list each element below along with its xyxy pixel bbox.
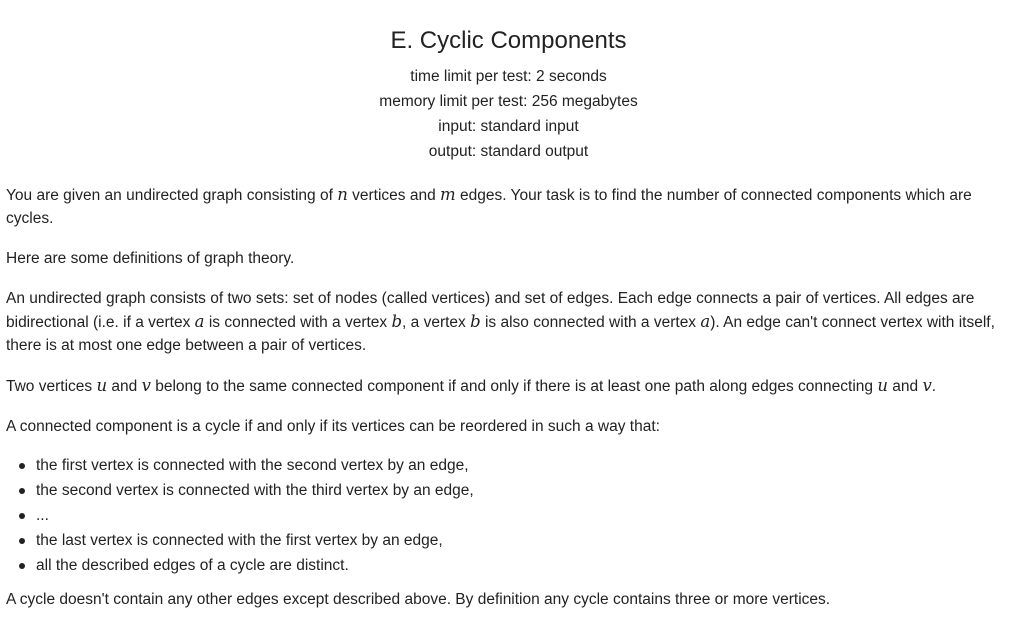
list-item: the first vertex is connected with the second vertex by an edge,: [36, 453, 1013, 478]
math-var: b: [470, 312, 481, 331]
text-run: An undirected graph consists of two sets: set of nodes (called vertices) and set of edges. Each edge connects a pair of vertices. All edges are bidirectional (i.e. if a vertex: [6, 290, 975, 331]
text-run: .: [931, 378, 937, 395]
text-run: Two vertices: [6, 378, 97, 395]
problem-header: [0, 26, 1017, 164]
time-limit: time limit per test: 2 seconds: [410, 68, 607, 85]
list-item: the last vertex is connected with the first vertex by an edge,: [36, 528, 1013, 553]
problem-statement: [6, 183, 1013, 627]
problem-title: E. Cyclic Components: [390, 27, 627, 54]
cycle-conditions-list: [6, 453, 1013, 578]
statement-paragraph-2: Here are some definitions of graph theory.: [6, 250, 295, 267]
math-var: u: [877, 376, 888, 395]
math-var: a: [194, 312, 205, 331]
statement-paragraph-6: A cycle doesn't contain any other edges except described above. By definition any cycle contains three or more vertices.: [6, 591, 831, 608]
text-run: , a vertex: [402, 314, 471, 331]
math-var: n: [337, 185, 348, 204]
text-run: You are given an undirected graph consisting of: [6, 187, 338, 204]
text-run: vertices and: [347, 187, 441, 204]
math-var: v: [922, 376, 932, 395]
text-run: and: [107, 378, 142, 395]
memory-limit: memory limit per test: 256 megabytes: [379, 93, 638, 110]
statement-paragraph-4: [6, 374, 1013, 398]
text-run: and: [887, 378, 923, 395]
statement-paragraph-1: [6, 183, 1013, 230]
math-var: u: [96, 376, 108, 395]
statement-paragraph-5: A connected component is a cycle if and only if its vertices can be reordered in such a way that:: [6, 418, 660, 435]
text-run: is connected with a vertex: [204, 314, 392, 331]
input-spec: input: standard input: [438, 118, 579, 135]
list-item: the second vertex is connected with the third vertex by an edge,: [36, 478, 1013, 503]
math-var: b: [391, 312, 403, 331]
math-var: m: [440, 185, 456, 204]
text-run: edges. Your task is to find the number of connected components which are cycles.: [6, 187, 972, 227]
output-spec: output: standard output: [428, 143, 589, 160]
math-var: v: [141, 376, 151, 395]
list-item: all the described edges of a cycle are distinct.: [36, 553, 1013, 578]
text-run: is also connected with a vertex: [480, 314, 701, 331]
math-var: a: [700, 312, 711, 331]
statement-paragraph-3: [6, 287, 1013, 357]
problem-limits: [0, 64, 1017, 164]
text-run: ). An edge can't connect vertex with itself, there is at most one edge between a pair of vertices.: [6, 314, 995, 354]
list-item: ...: [36, 503, 1013, 528]
text-run: belong to the same connected component if and only if there is at least one path along edges connecting: [150, 378, 878, 395]
